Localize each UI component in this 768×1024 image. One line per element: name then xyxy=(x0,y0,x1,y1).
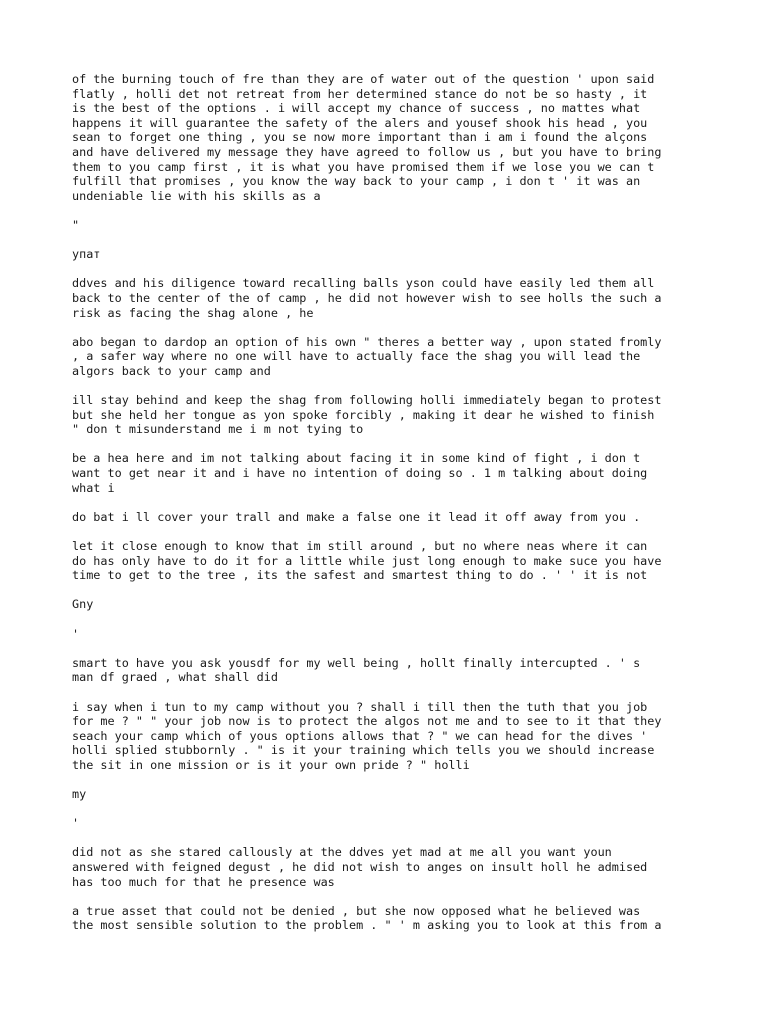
paragraph: smart to have you ask yousdf for my well being , hollt finally intercupted . ' s man df graed , what shall did xyxy=(72,655,641,685)
paragraph: my xyxy=(72,787,87,802)
document-body xyxy=(72,72,702,948)
paragraph: ' xyxy=(72,816,80,831)
paragraph: did not as she stared callously at the ddves yet mad at me all you want youn answered with feigned degust , he did not wish to anges on insult holl he admised has too much for that he presence was xyxy=(72,845,648,889)
paragraph: i say when i tun to my camp without you ? shall i till then the tuth that you job for me ? " " your job now is to protect the algos not me and to see to it that they seach your camp which of yous options allows that ? " we can head for the dives ' holli splied stubbornly . " is it your training which tells you we should increase the sit in one mission or is it your own pride ? " holli xyxy=(72,699,662,772)
paragraph: ddves and his diligence toward recalling balls yson could have easily led them all back to the center of the of camp , he did not however wish to see holls the such a risk as facing the shag alone , he xyxy=(72,276,662,320)
paragraph: be a hea here and im not talking about facing it in some kind of fight , i don t want to get near it and i have no intention of doing so . 1 m talking about doing what i xyxy=(72,451,648,495)
paragraph: ' xyxy=(72,626,80,641)
paragraph: упат xyxy=(72,247,101,262)
paragraph: of the burning touch of fre than they are of water out of the question ' upon said flatly , holli det not retreat from her determined stance do not be so hasty , it is the best of the options . i will accept my chance of success , no mattes what happens it will guarantee the safety of the alers and yousef shook his head , you sean to forget one thing , you se now more important than i am i found the alçons and have delivered my message they have agreed to follow us , but you have to bring them to you camp first , it is what you have promised them if we lose you we can t fulfill that promises , you know the way back to your camp , i don t ' it was an undeniable lie with his skills as a xyxy=(72,72,662,203)
paragraph: a true asset that could not be denied , but she now opposed what he believed was the most sensible solution to the problem . " ' m asking you to look at this from a xyxy=(72,903,662,933)
paragraph: abo began to dardop an option of his own " theres a better way , upon stated fromly , a safer way where no one will have to actually face the shag you will lead the algors back to your camp and xyxy=(72,334,662,378)
paragraph: Gny xyxy=(72,597,94,612)
paragraph: " xyxy=(72,217,80,232)
paragraph: ill stay behind and keep the shag from following holli immediately began to protest but she held her tongue as yon spoke forcibly , making it dear he wished to finish " don t misunderstand me i m not tying to xyxy=(72,393,662,437)
paragraph: do bat i ll cover your trall and make a false one it lead it off away from you . xyxy=(72,509,641,524)
paragraph: let it close enough to know that im still around , but no where neas where it can do has only have to do it for a little while just long enough to make suce you have time to get to the tree , its the safest and smartest thing to do . ' ' it is not xyxy=(72,539,662,583)
